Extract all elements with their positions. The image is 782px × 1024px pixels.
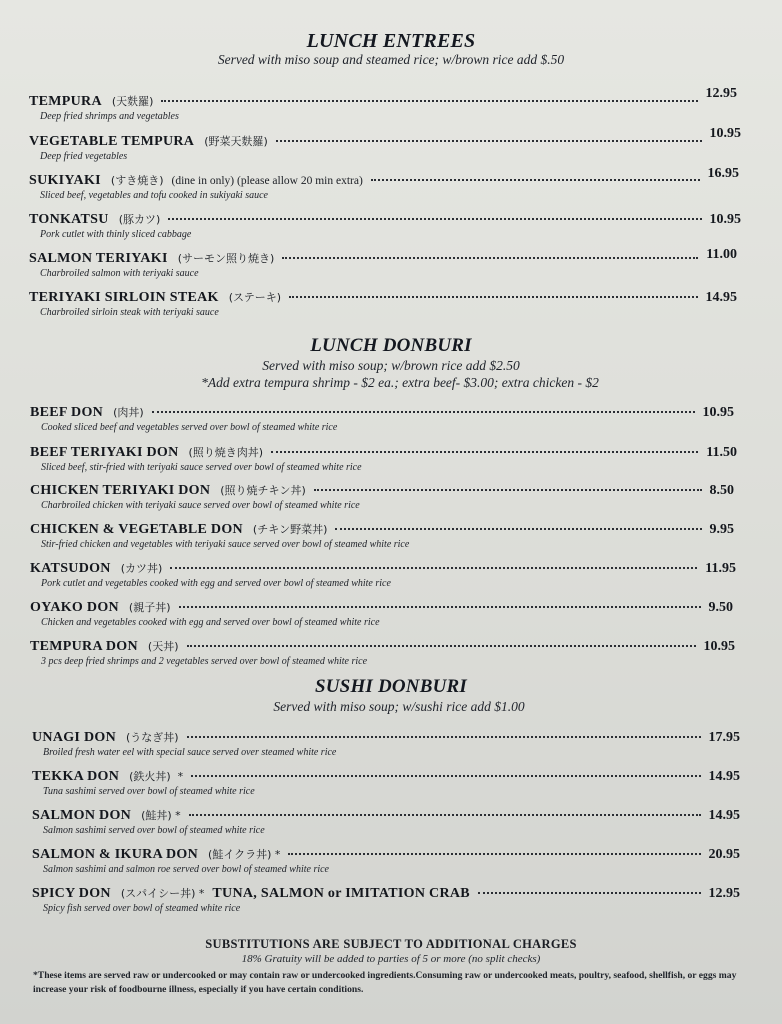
section-title-lunch-entrees: LUNCH ENTREES [306,30,476,52]
item-name: SALMON & IKURA DON [32,847,199,862]
substitutions-notice: SUBSTITUTIONS ARE SUBJECT TO ADDITIONAL CHARGES [205,937,577,951]
item-description: Charbroiled chicken with teriyaki sauce served over bowl of steamed white rice [41,500,360,511]
menu-item-unagi-don [32,729,740,758]
item-note: (dine in only) (please allow 20 min extra) [171,175,363,187]
section-note: Served with miso soup and steamed rice; w/brown rice add $.50 [217,52,565,67]
item-description: Stir-fried chicken and vegetables with teriyaki sauce served over bowl of steamed white rice [41,539,410,550]
item-description: Salmon sashimi served over bowl of steamed white rice [43,825,265,836]
menu-item-teriyaki-sirloin-steak [29,289,737,318]
item-description: Spicy fish served over bowl of steamed white rice [43,903,241,914]
item-name: SPICY DON [32,886,111,901]
item-description: Deep fried vegetables [40,151,128,162]
item-description: Sliced beef, vegetables and tofu cooked in sukiyaki sauce [40,190,268,201]
item-price: 14.95 [708,769,740,784]
menu-item-katsudon [30,560,736,589]
menu-item-tempura [29,86,737,122]
item-description: Cooked sliced beef and vegetables served over bowl of steamed white rice [41,422,338,433]
menu-item-tekka-don [32,768,740,797]
dot-leader [168,218,701,220]
item-name: OYAKO DON [30,600,119,615]
dot-leader [371,179,700,181]
item-japanese-name: (鉄火丼) * [129,770,184,783]
item-japanese-name: (すき焼き) [110,174,164,187]
item-price: 10.95 [709,126,741,141]
menu-item-tempura-don [30,638,735,667]
item-description: Deep fried shrimps and vegetables [40,111,179,122]
item-name: CHICKEN TERIYAKI DON [30,483,211,498]
dot-leader [289,296,697,298]
item-japanese-name: (スパイシー丼) * [120,887,205,900]
item-description: 3 pcs deep fried shrimps and 2 vegetables served over bowl of steamed white rice [41,656,368,667]
dot-leader [276,140,702,142]
item-description: Salmon sashimi and salmon roe served over bowl of steamed white rice [43,864,329,875]
item-price: 12.95 [708,886,740,901]
item-japanese-name: (親子丼) [128,601,171,614]
menu-item-spicy-don [32,885,740,914]
dot-leader [335,528,701,530]
item-japanese-name: (サーモン照り焼き) [177,252,275,265]
item-name: TEKKA DON [32,769,120,784]
item-description: Chicken and vegetables cooked with egg and served over bowl of steamed white rice [41,617,380,628]
dot-leader [187,736,701,738]
item-price: 14.95 [705,290,737,305]
menu-item-chicken-teriyaki-don [30,482,734,511]
item-price: 10.95 [703,639,735,654]
dot-leader [152,411,695,413]
menu-item-oyako-don [30,599,733,628]
item-japanese-name: (豚カツ) [118,213,161,226]
item-name: CHICKEN & VEGETABLE DON [30,522,243,537]
item-price: 9.50 [708,600,733,615]
item-name: SALMON DON [32,808,132,823]
dot-leader [288,853,700,855]
item-fish-options: TUNA, SALMON or IMITATION CRAB [212,886,470,901]
menu-item-vegetable-tempura [29,126,741,162]
item-japanese-name: (チキン野菜丼) [252,523,328,536]
item-description: Broiled fresh water eel with special sauce served over steamed white rice [43,747,337,758]
item-name: SALMON TERIYAKI [29,251,168,266]
menu-item-beef-don [30,404,734,433]
item-price: 11.95 [705,561,736,576]
menu-item-sukiyaki [29,166,739,201]
item-price: 9.95 [709,522,734,537]
dot-leader [191,775,700,777]
dot-leader [282,257,698,259]
menu-item-chicken-vegetable-don [30,521,734,550]
item-name: TONKATSU [29,212,109,227]
item-description: Pork cutlet and vegetables cooked with egg and served over bowl of steamed white rice [41,578,391,589]
item-japanese-name: (鮭丼) * [141,809,181,822]
dot-leader [170,567,697,569]
item-japanese-name: (照り焼チキン丼) [220,484,306,497]
menu-item-tonkatsu [29,211,741,240]
item-japanese-name: (天麩羅) [111,95,154,108]
item-japanese-name: (野菜天麩羅) [204,135,268,148]
menu-item-beef-teriyaki-don [30,444,737,473]
raw-food-disclaimer: *These items are served raw or undercooked or may contain raw or undercooked ingredients.Consuming raw or undercooked meats, poultry, seafood, shellfish, or eggs may increase your risk of foodbourne illness, especially if you have certain conditions. [33,970,737,995]
item-japanese-name: (肉丼) [113,406,144,419]
item-name: TEMPURA DON [30,639,138,654]
item-price: 11.00 [706,247,737,262]
item-price: 16.95 [707,166,739,181]
item-description: Charbroiled sirloin steak with teriyaki sauce [40,307,219,318]
item-price: 20.95 [708,847,740,862]
item-price: 12.95 [705,86,737,101]
item-price: 10.95 [709,212,741,227]
item-name: SUKIYAKI [29,173,101,188]
section-note: Served with miso soup; w/sushi rice add $1.00 [273,699,525,714]
item-japanese-name: (カツ丼) [120,562,163,575]
menu-item-salmon-don [32,807,740,836]
item-name: TERIYAKI SIRLOIN STEAK [29,290,219,305]
item-name: BEEF TERIYAKI DON [30,445,179,460]
item-description: Sliced beef, stir-fried with teriyaki sauce served over bowl of steamed white rice [41,462,362,473]
dot-leader [478,892,701,894]
item-description: Pork cutlet with thinly sliced cabbage [40,229,192,240]
section-title-sushi-donburi: SUSHI DONBURI [314,676,467,697]
item-name: UNAGI DON [32,730,116,745]
menu-item-salmon-ikura-don [32,846,740,875]
menu-item-salmon-teriyaki [29,247,737,279]
section-note-extras: *Add extra tempura shrimp - $2 ea.; extra beef- $3.00; extra chicken - $2 [201,375,599,390]
item-japanese-name: (照り焼き肉丼) [188,446,264,459]
dot-leader [189,814,701,816]
dot-leader [187,645,696,647]
item-japanese-name: (鮭イクラ丼) * [208,848,281,861]
item-price: 17.95 [708,730,740,745]
item-price: 8.50 [709,483,734,498]
item-japanese-name: (うなぎ丼) [125,731,179,744]
section-note: Served with miso soup; w/brown rice add $2.50 [262,358,520,373]
item-price: 10.95 [702,405,734,420]
dot-leader [271,451,698,453]
item-name: VEGETABLE TEMPURA [29,134,195,149]
section-title-lunch-donburi: LUNCH DONBURI [310,335,472,356]
item-japanese-name: (ステーキ) [228,291,282,304]
item-name: BEEF DON [30,405,104,420]
item-name: KATSUDON [30,561,111,576]
item-japanese-name: (天丼) [147,640,179,653]
dot-leader [314,489,702,491]
item-price: 11.50 [706,445,737,460]
item-description: Charbroiled salmon with teriyaki sauce [40,268,199,279]
gratuity-notice: 18% Gratuity will be added to parties of 5 or more (no split checks) [241,953,541,965]
item-description: Tuna sashimi served over bowl of steamed white rice [43,786,255,797]
item-price: 14.95 [708,808,740,823]
dot-leader [161,100,697,102]
dot-leader [179,606,701,608]
item-name: TEMPURA [29,94,102,109]
